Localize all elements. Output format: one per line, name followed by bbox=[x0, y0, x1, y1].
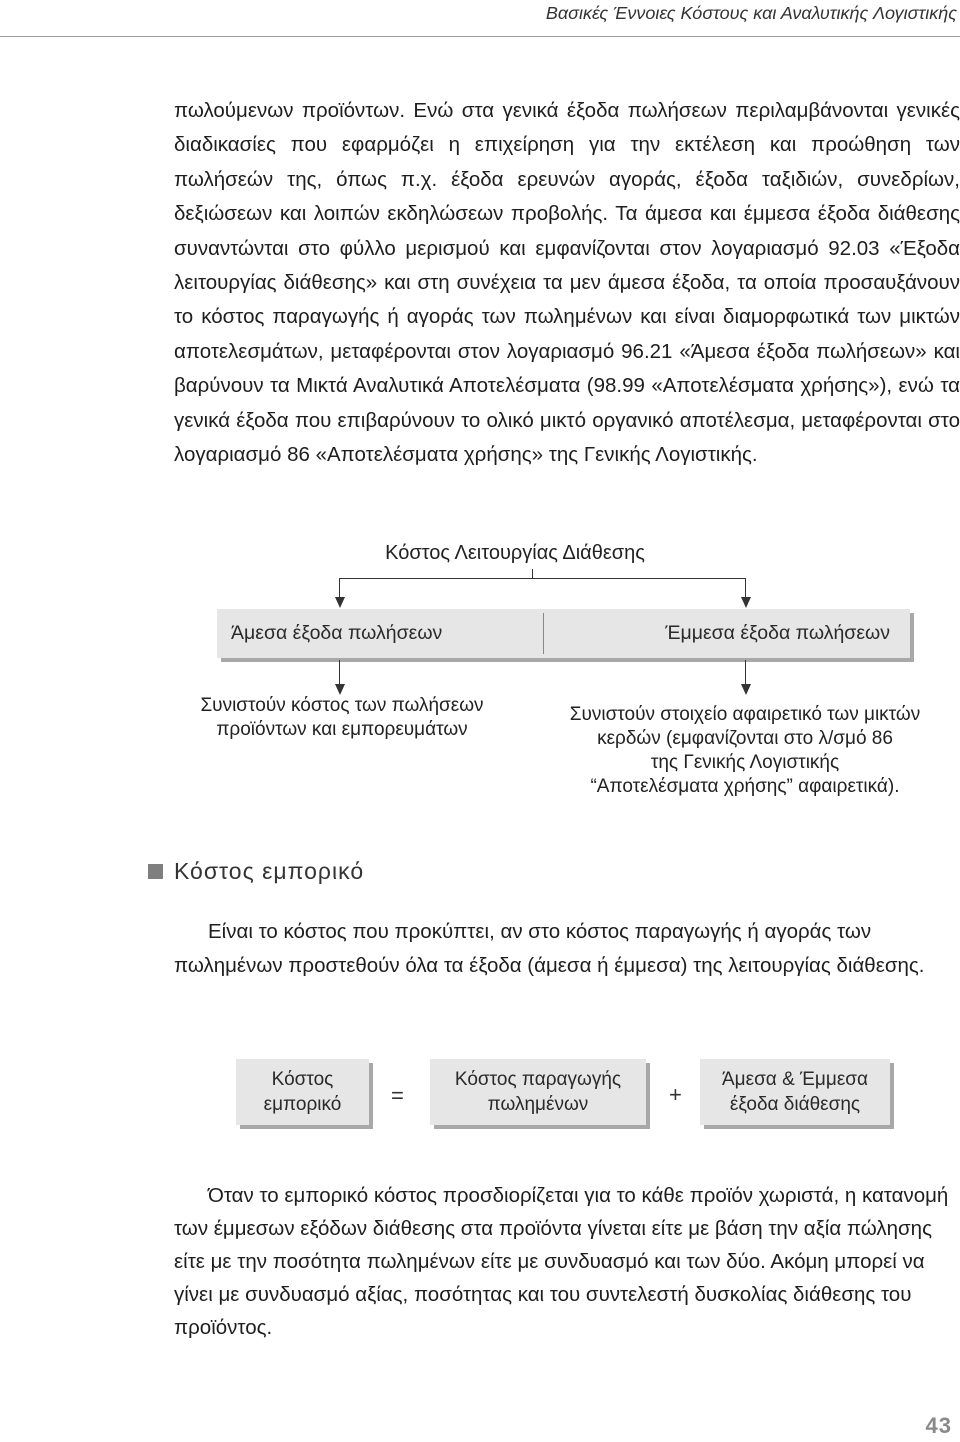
running-header bbox=[0, 0, 960, 40]
diagram-title: Κόστος Λειτουργίας Διάθεσης bbox=[385, 542, 645, 564]
section-title: Κόστος εμπορικό bbox=[174, 858, 365, 884]
left-connector bbox=[339, 660, 340, 686]
header-rule bbox=[0, 36, 960, 37]
diagram-bracket bbox=[339, 578, 746, 579]
plus-sign: + bbox=[669, 1082, 682, 1107]
formula-commercial-cost-box: Κόστος εμπορικό bbox=[236, 1059, 369, 1125]
equals-sign: = bbox=[391, 1083, 404, 1108]
direct-expenses-note: Συνιστούν κόστος των πωλήσεων προϊόντων και εμπορευμάτων bbox=[200, 695, 484, 740]
square-bullet-icon bbox=[148, 864, 163, 879]
running-header-title: Βασικές Έννοιες Κόστους και Αναλυτικής Λογιστικής bbox=[545, 3, 957, 23]
indirect-expenses-note: Συνιστούν στοιχείο αφαιρετικό των μικτών κερδών (εμφανίζονται στο λ/σμό 86 της Γενικής Λογιστικής “Αποτελέσματα χρήσης” αφαιρετικά). bbox=[569, 704, 921, 797]
direct-sales-expenses-label: Άμεσα έξοδα πωλήσεων bbox=[231, 622, 443, 644]
expense-types-box bbox=[217, 609, 910, 658]
formula-distribution-expenses-box: Άμεσα & Έμμεσα έξοδα διάθεσης bbox=[700, 1059, 890, 1125]
diagram-right-drop bbox=[745, 578, 746, 599]
box-divider bbox=[543, 613, 544, 654]
diagram-left-drop bbox=[339, 578, 340, 599]
indirect-sales-expenses-label: Έμμεσα έξοδα πωλήσεων bbox=[665, 622, 890, 644]
arrow-down-icon bbox=[741, 597, 751, 608]
closing-paragraph: Όταν το εμπορικό κόστος προσδιορίζεται για το κάθε προϊόν χωριστά, η κατανομή των έμμεσων εξόδων διάθεσης στα προϊόντα γίνεται είτε με βάση την αξία πώλησης είτε με την ποσότητα πωλημένων είτε με συνδυασμό και των δύο. Ακόμη μπορεί να γίνει με συνδυασμό αξίας, ποσότητας και του συντελεστή δυσκολίας διάθεσης του προϊόντος. bbox=[174, 1184, 949, 1339]
intro-paragraph: πωλούμενων προϊόντων. Ενώ στα γενικά έξοδα πωλήσεων περιλαμβάνονται γενικές διαδικασίες που εφαρμόζει η επιχείρηση για την εκτέλεση και προώθηση των πωλήσεών της, όπως π.χ. έξοδα ερευνών αγοράς, έξοδα ταξιδιών, συνεδρίων, δεξιώσεων και λοιπών εκδηλώσεων προβολής. Τα άμεσα και έμμεσα έξοδα διάθεσης συναντώνται στο φύλλο μερισμού και εμφανίζονται στον λογαριασμό 92.03 «Έξοδα λειτουργίας διάθεσης» και στη συνέχεια τα μεν άμεσα έξοδα, τα οποία προσαυξάνουν το κόστος παραγωγής ή αγοράς των πωλημένων και είναι διαμορφωτικά των μικτών αποτελεσμάτων, μεταφέρονται στον λογαριασμό 96.21 «Άμεσα έξοδα πωλήσεων» και βαρύνουν τα Μικτά Αναλυτικά Αποτελέσματα (98.99 «Αποτελέσματα χρήσης»), ενώ τα γενικά έξοδα που επιβαρύνουν το ολικό μικτό οργανικό αποτέλεσμα, μεταφέρονται στο λογαριασμό 86 «Αποτελέσματα χρήσης» της Γενικής Λογιστικής. bbox=[174, 99, 960, 467]
arrow-down-icon bbox=[335, 597, 345, 608]
arrow-down-icon bbox=[741, 684, 751, 695]
formula-production-cost-box: Κόστος παραγωγής πωλημένων bbox=[430, 1059, 646, 1125]
page-number: 43 bbox=[925, 1413, 952, 1438]
definition-paragraph: Είναι το κόστος που προκύπτει, αν στο κόστος παραγωγής ή αγοράς των πωλημένων προστεθούν όλα τα έξοδα (άμεσα ή έμμεσα) της λειτουργίας διάθεσης. bbox=[174, 920, 925, 977]
right-connector bbox=[745, 660, 746, 686]
